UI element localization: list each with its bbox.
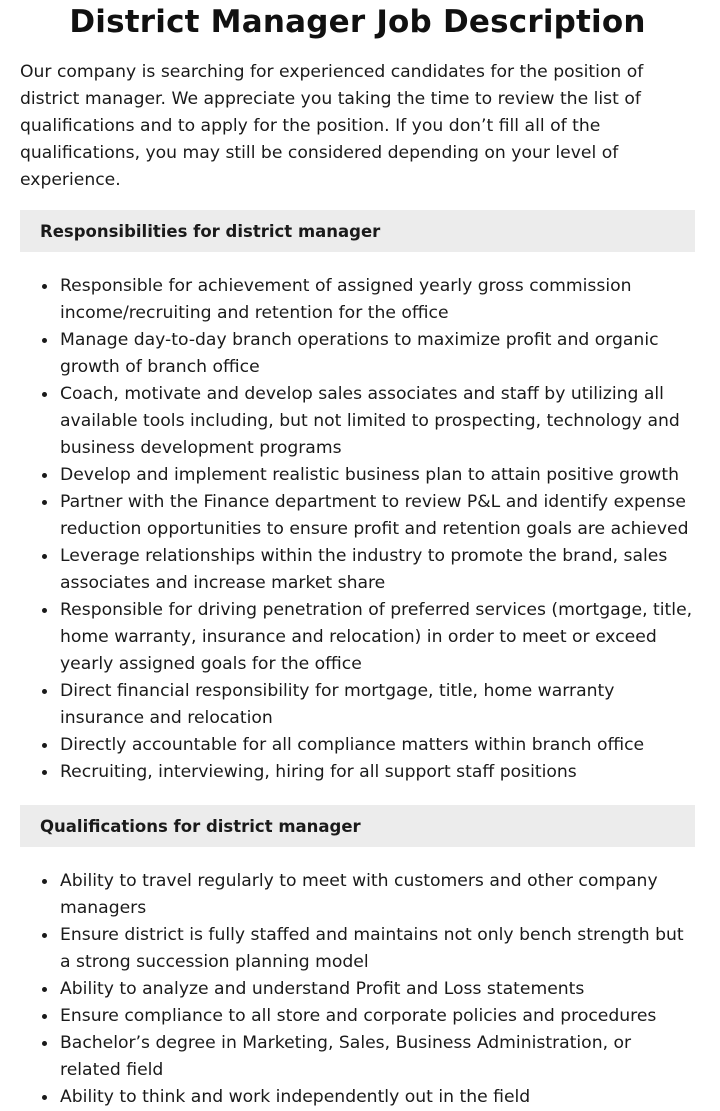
list-item: Direct financial responsibility for mortgage, title, home warranty insurance and relocation [20, 678, 695, 732]
qualifications-list [20, 868, 695, 1111]
list-item: Partner with the Finance department to review P&L and identify expense reduction opportunities to ensure profit and retention goals are achieved [20, 489, 695, 543]
list-item: Recruiting, interviewing, hiring for all support staff positions [20, 759, 695, 786]
list-item: Coach, motivate and develop sales associates and staff by utilizing all available tools including, but not limited to prospecting, technology and business development programs [20, 381, 695, 462]
intro-paragraph: Our company is searching for experienced candidates for the position of district manager. We appreciate you taking the time to review the list of qualifications and to apply for the position. If you don’t fill all of the qualifications, you may still be considered depending on your level of experience. [20, 62, 644, 190]
list-item: Responsible for driving penetration of preferred services (mortgage, title, home warranty, insurance and relocation) in order to meet or exceed yearly assigned goals for the office [20, 597, 695, 678]
list-item: Ability to analyze and understand Profit and Loss statements [20, 976, 695, 1003]
page-title: District Manager Job Description [69, 4, 646, 40]
list-item: Responsible for achievement of assigned yearly gross commission income/recruiting and retention for the office [20, 273, 695, 327]
list-item: Ability to think and work independently out in the field [20, 1084, 695, 1111]
qualifications-heading: Qualifications for district manager [20, 805, 695, 847]
list-item: Develop and implement realistic business plan to attain positive growth [20, 462, 695, 489]
list-item: Ability to travel regularly to meet with customers and other company managers [20, 868, 695, 922]
list-item: Bachelor’s degree in Marketing, Sales, Business Administration, or related field [20, 1030, 695, 1084]
list-item: Directly accountable for all compliance matters within branch office [20, 732, 695, 759]
responsibilities-heading: Responsibilities for district manager [20, 210, 695, 252]
list-item: Leverage relationships within the industry to promote the brand, sales associates and increase market share [20, 543, 695, 597]
list-item: Manage day-to-day branch operations to maximize profit and organic growth of branch office [20, 327, 695, 381]
responsibilities-list [20, 273, 695, 786]
list-item: Ensure compliance to all store and corporate policies and procedures [20, 1003, 695, 1030]
list-item: Ensure district is fully staffed and maintains not only bench strength but a strong succession planning model [20, 922, 695, 976]
